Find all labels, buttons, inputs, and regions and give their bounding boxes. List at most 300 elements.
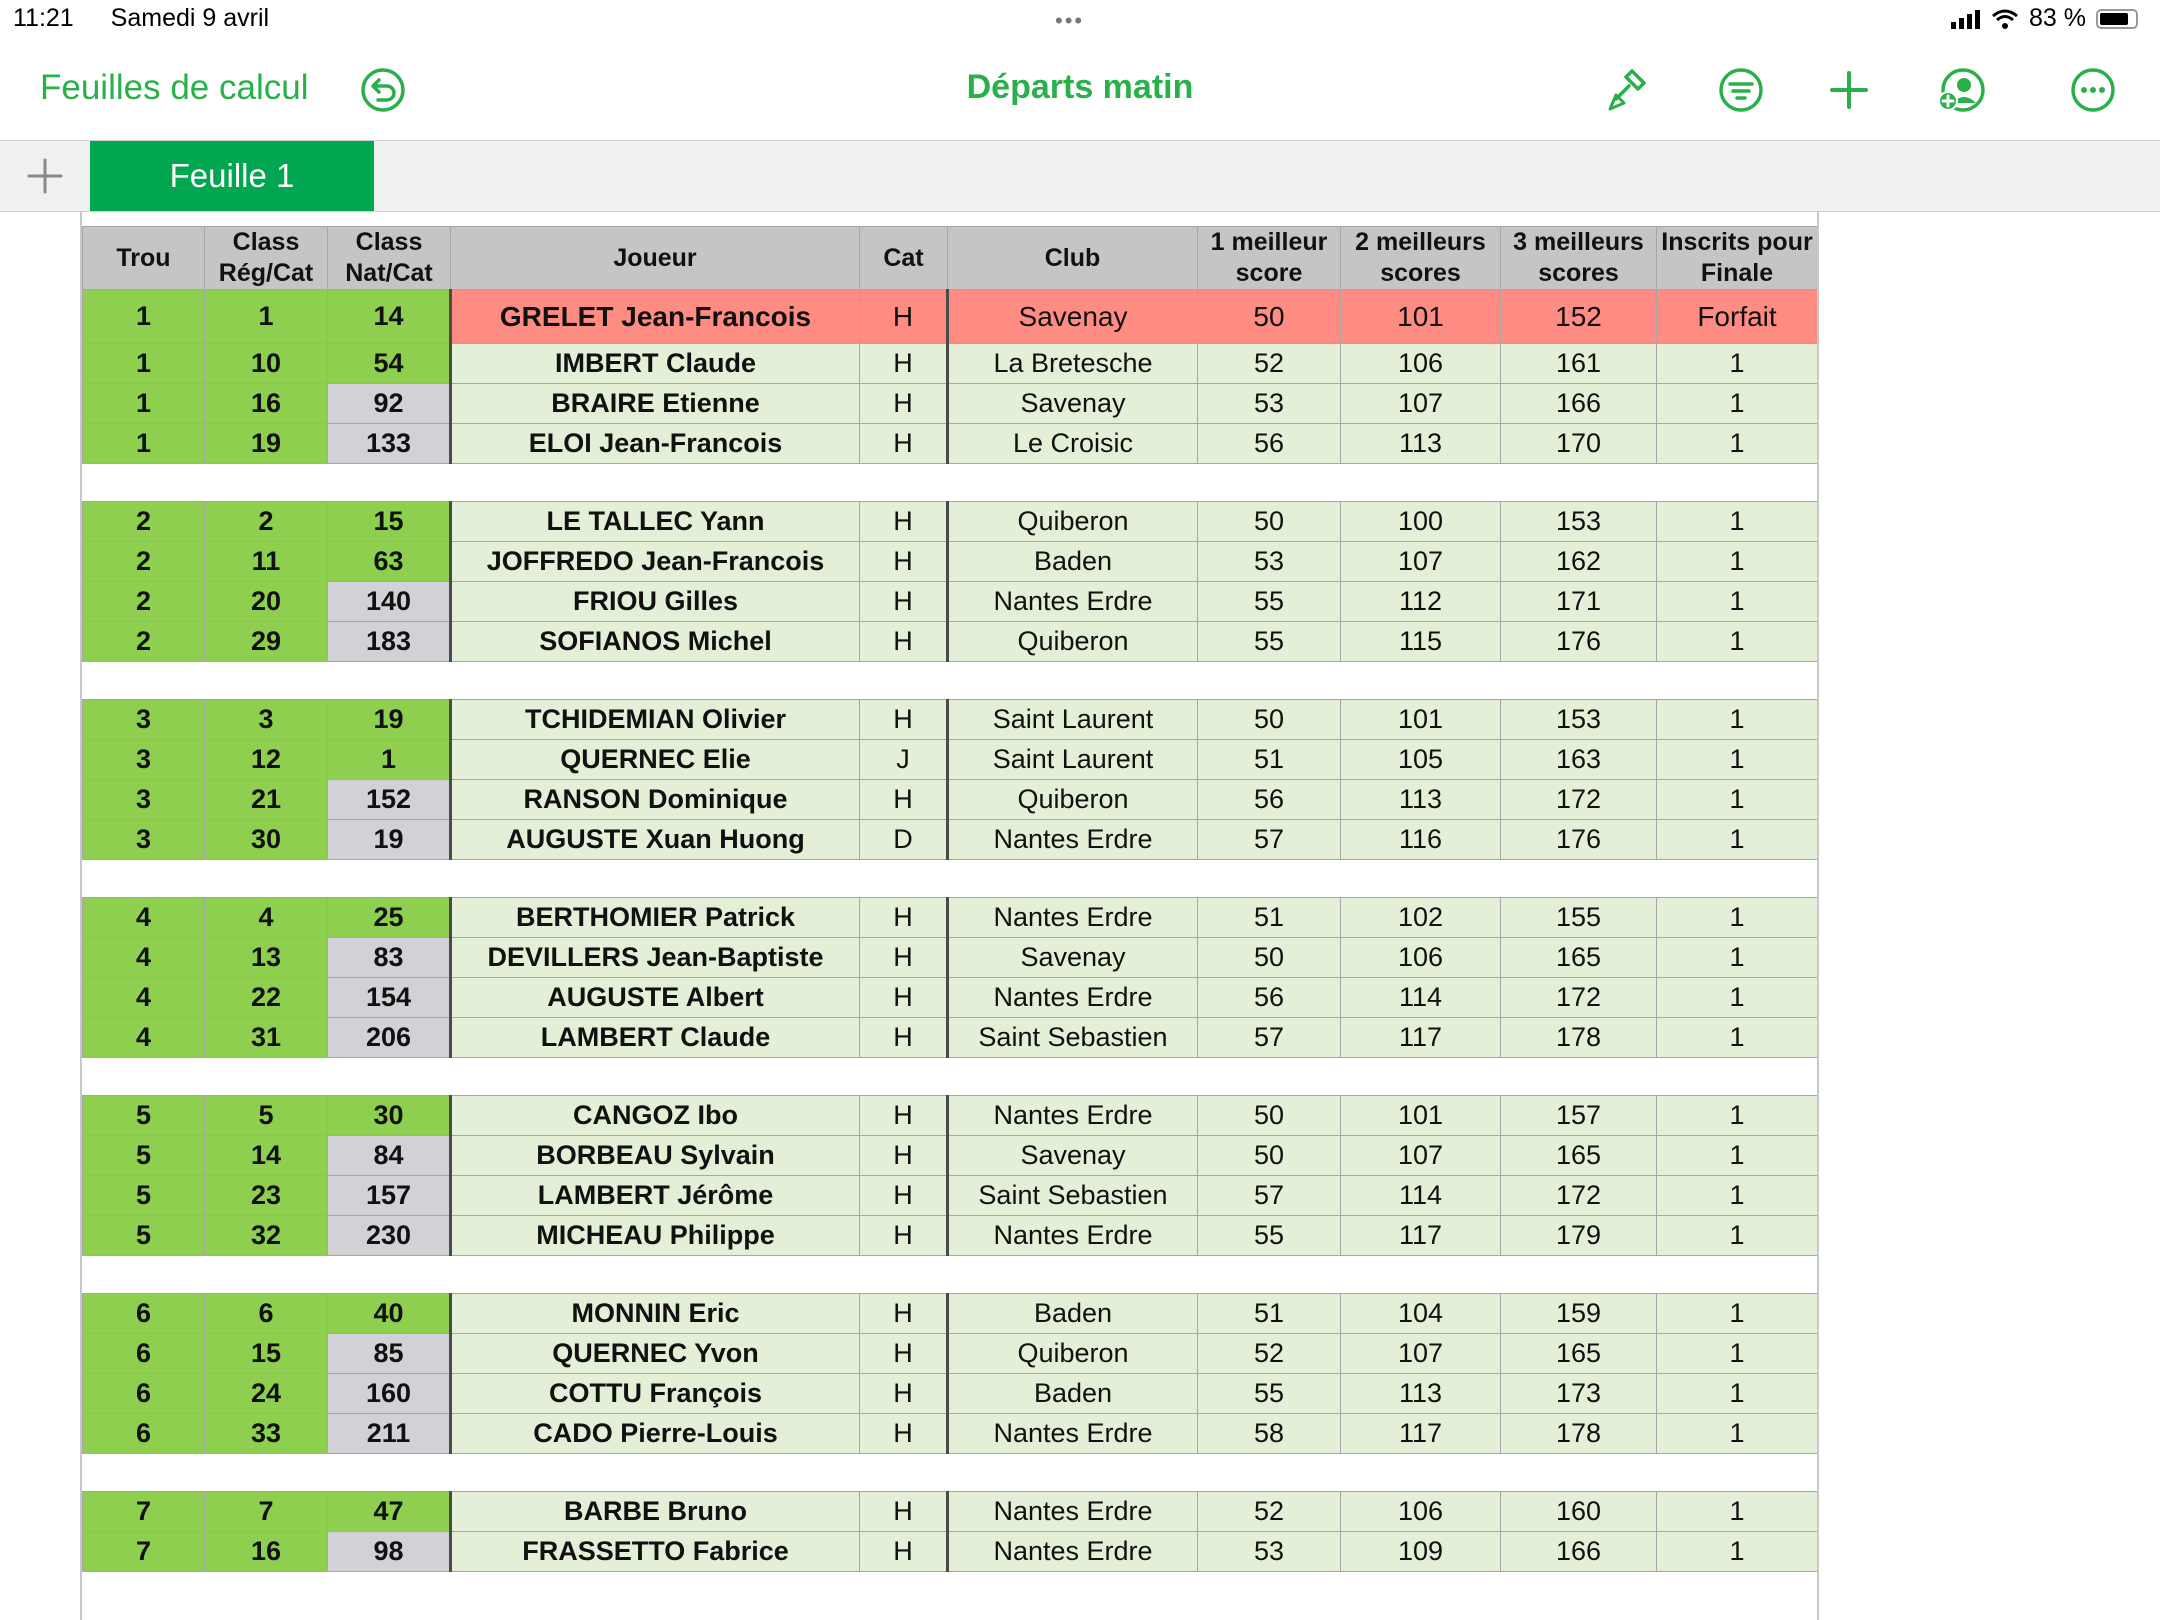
cell-class-nat[interactable]: 15 (328, 502, 451, 542)
header-best-1[interactable]: 1 meilleur score (1198, 227, 1341, 290)
cell-joueur[interactable]: CANGOZ Ibo (451, 1096, 860, 1136)
cell-cat[interactable]: H (860, 938, 948, 978)
cell-class-reg[interactable]: 6 (205, 1294, 328, 1334)
cell-class-nat[interactable]: 206 (328, 1018, 451, 1058)
cell-club[interactable]: Quiberon (948, 780, 1198, 820)
cell-cat[interactable]: H (860, 1334, 948, 1374)
cell-best-2[interactable]: 113 (1341, 1374, 1501, 1414)
cell-cat[interactable]: H (860, 582, 948, 622)
cell-class-nat[interactable]: 84 (328, 1136, 451, 1176)
cell-cat[interactable]: H (860, 1018, 948, 1058)
cell-best-3[interactable]: 176 (1501, 820, 1657, 860)
cell-cat[interactable]: H (860, 502, 948, 542)
cell-best-3[interactable]: 163 (1501, 740, 1657, 780)
back-to-spreadsheets-button[interactable]: Feuilles de calcul (40, 68, 309, 107)
cell-cat[interactable]: J (860, 740, 948, 780)
cell-best-2[interactable]: 100 (1341, 502, 1501, 542)
cell-trou[interactable]: 4 (83, 938, 205, 978)
cell-joueur[interactable]: TCHIDEMIAN Olivier (451, 700, 860, 740)
cell-class-reg[interactable]: 13 (205, 938, 328, 978)
cell-best-1[interactable]: 52 (1198, 1334, 1341, 1374)
cell-best-1[interactable]: 55 (1198, 1374, 1341, 1414)
cell-best-3[interactable]: 152 (1501, 290, 1657, 344)
cell-best-2[interactable]: 107 (1341, 1136, 1501, 1176)
cell-best-1[interactable]: 51 (1198, 740, 1341, 780)
cell-cat[interactable]: H (860, 344, 948, 384)
cell-class-nat[interactable]: 30 (328, 1096, 451, 1136)
cell-cat[interactable]: H (860, 1374, 948, 1414)
cell-cat[interactable]: D (860, 820, 948, 860)
cell-joueur[interactable]: LAMBERT Jérôme (451, 1176, 860, 1216)
cell-cat[interactable]: H (860, 1414, 948, 1454)
cell-joueur[interactable]: CADO Pierre-Louis (451, 1414, 860, 1454)
cell-class-nat[interactable]: 19 (328, 820, 451, 860)
cell-cat[interactable]: H (860, 290, 948, 344)
cell-club[interactable]: Nantes Erdre (948, 820, 1198, 860)
cell-best-1[interactable]: 53 (1198, 1532, 1341, 1572)
cell-club[interactable]: Saint Sebastien (948, 1176, 1198, 1216)
cell-cat[interactable]: H (860, 1136, 948, 1176)
cell-joueur[interactable]: FRASSETTO Fabrice (451, 1532, 860, 1572)
cell-joueur[interactable]: BORBEAU Sylvain (451, 1136, 860, 1176)
cell-best-2[interactable]: 101 (1341, 290, 1501, 344)
cell-class-reg[interactable]: 20 (205, 582, 328, 622)
paintbrush-icon[interactable] (1602, 65, 1652, 115)
cell-cat[interactable]: H (860, 622, 948, 662)
cell-club[interactable]: Baden (948, 542, 1198, 582)
cell-best-3[interactable]: 178 (1501, 1018, 1657, 1058)
cell-class-nat[interactable]: 25 (328, 898, 451, 938)
spacer-cell[interactable] (83, 1256, 1818, 1294)
cell-cat[interactable]: H (860, 1492, 948, 1532)
cell-finale[interactable]: 1 (1657, 1334, 1818, 1374)
cell-club[interactable]: Baden (948, 1294, 1198, 1334)
cell-club[interactable]: Nantes Erdre (948, 1492, 1198, 1532)
cell-class-nat[interactable]: 63 (328, 542, 451, 582)
table-row (83, 1414, 1818, 1454)
cell-club[interactable]: Quiberon (948, 502, 1198, 542)
tab-feuille-1[interactable]: Feuille 1 (90, 141, 374, 211)
spacer-cell[interactable] (83, 464, 1818, 502)
cell-cat[interactable]: H (860, 1216, 948, 1256)
cell-best-3[interactable]: 179 (1501, 1216, 1657, 1256)
cell-best-3[interactable]: 166 (1501, 1532, 1657, 1572)
cell-best-1[interactable]: 56 (1198, 424, 1341, 464)
cell-club[interactable]: Nantes Erdre (948, 898, 1198, 938)
cell-trou[interactable]: 7 (83, 1492, 205, 1532)
cell-finale[interactable]: 1 (1657, 1136, 1818, 1176)
cell-trou[interactable]: 3 (83, 740, 205, 780)
cell-joueur[interactable]: MICHEAU Philippe (451, 1216, 860, 1256)
cell-best-1[interactable]: 52 (1198, 344, 1341, 384)
add-sheet-icon[interactable] (20, 156, 70, 196)
collaborate-icon[interactable] (1936, 65, 1986, 115)
cell-best-2[interactable]: 109 (1341, 1532, 1501, 1572)
cell-class-reg[interactable]: 21 (205, 780, 328, 820)
cell-class-reg[interactable]: 23 (205, 1176, 328, 1216)
cell-trou[interactable]: 1 (83, 344, 205, 384)
cell-best-1[interactable]: 50 (1198, 700, 1341, 740)
cell-finale[interactable]: 1 (1657, 1374, 1818, 1414)
cell-class-nat[interactable]: 85 (328, 1334, 451, 1374)
cell-cat[interactable]: H (860, 1294, 948, 1334)
cell-class-nat[interactable]: 54 (328, 344, 451, 384)
cell-trou[interactable]: 3 (83, 700, 205, 740)
cell-best-2[interactable]: 114 (1341, 1176, 1501, 1216)
cell-class-nat[interactable]: 160 (328, 1374, 451, 1414)
cell-joueur[interactable]: BRAIRE Etienne (451, 384, 860, 424)
cell-finale[interactable]: 1 (1657, 1414, 1818, 1454)
header-joueur[interactable]: Joueur (451, 227, 860, 290)
cell-trou[interactable]: 5 (83, 1096, 205, 1136)
cell-class-nat[interactable]: 98 (328, 1532, 451, 1572)
cell-joueur[interactable]: LE TALLEC Yann (451, 502, 860, 542)
cell-trou[interactable]: 2 (83, 622, 205, 662)
header-class-reg[interactable]: Class Rég/Cat (205, 227, 328, 290)
cell-class-reg[interactable]: 30 (205, 820, 328, 860)
cell-finale[interactable]: 1 (1657, 1176, 1818, 1216)
cell-trou[interactable]: 4 (83, 898, 205, 938)
cell-best-3[interactable]: 171 (1501, 582, 1657, 622)
cell-trou[interactable]: 5 (83, 1216, 205, 1256)
cell-best-1[interactable]: 58 (1198, 1414, 1341, 1454)
cell-best-2[interactable]: 113 (1341, 424, 1501, 464)
cell-class-reg[interactable]: 4 (205, 898, 328, 938)
cell-best-2[interactable]: 104 (1341, 1294, 1501, 1334)
cell-best-1[interactable]: 53 (1198, 384, 1341, 424)
table-row (83, 1018, 1818, 1058)
cell-finale[interactable]: 1 (1657, 978, 1818, 1018)
header-best-2[interactable]: 2 meilleurs scores (1341, 227, 1501, 290)
cell-best-3[interactable]: 160 (1501, 1492, 1657, 1532)
cell-best-3[interactable]: 172 (1501, 1176, 1657, 1216)
cell-finale[interactable]: 1 (1657, 1492, 1818, 1532)
cell-finale[interactable]: 1 (1657, 898, 1818, 938)
cell-class-reg[interactable]: 16 (205, 1532, 328, 1572)
cell-finale[interactable]: 1 (1657, 1216, 1818, 1256)
cell-class-reg[interactable]: 33 (205, 1414, 328, 1454)
group-spacer-row (83, 464, 1818, 502)
cell-joueur[interactable]: RANSON Dominique (451, 780, 860, 820)
cell-finale[interactable]: 1 (1657, 700, 1818, 740)
cell-best-1[interactable]: 51 (1198, 898, 1341, 938)
cell-joueur[interactable]: AUGUSTE Xuan Huong (451, 820, 860, 860)
cell-best-2[interactable]: 101 (1341, 1096, 1501, 1136)
cell-joueur[interactable]: AUGUSTE Albert (451, 978, 860, 1018)
cell-trou[interactable]: 4 (83, 978, 205, 1018)
cell-best-1[interactable]: 56 (1198, 978, 1341, 1018)
cell-joueur[interactable]: FRIOU Gilles (451, 582, 860, 622)
cell-finale[interactable]: 1 (1657, 780, 1818, 820)
cell-best-3[interactable]: 165 (1501, 1334, 1657, 1374)
cell-best-2[interactable]: 107 (1341, 384, 1501, 424)
header-trou[interactable]: Trou (83, 227, 205, 290)
cell-best-1[interactable]: 57 (1198, 1018, 1341, 1058)
cell-class-reg[interactable]: 12 (205, 740, 328, 780)
cell-class-nat[interactable]: 230 (328, 1216, 451, 1256)
cell-class-nat[interactable]: 133 (328, 424, 451, 464)
cell-trou[interactable]: 7 (83, 1532, 205, 1572)
group-spacer-row (83, 1454, 1818, 1492)
cell-trou[interactable]: 1 (83, 290, 205, 344)
cell-club[interactable]: Quiberon (948, 622, 1198, 662)
cellular-signal-icon (1951, 9, 1981, 29)
cell-best-2[interactable]: 117 (1341, 1414, 1501, 1454)
cell-class-nat[interactable]: 47 (328, 1492, 451, 1532)
cell-joueur[interactable]: IMBERT Claude (451, 344, 860, 384)
cell-class-nat[interactable]: 40 (328, 1294, 451, 1334)
cell-trou[interactable]: 3 (83, 780, 205, 820)
cell-cat[interactable]: H (860, 780, 948, 820)
cell-joueur[interactable]: DEVILLERS Jean-Baptiste (451, 938, 860, 978)
cell-class-reg[interactable]: 11 (205, 542, 328, 582)
cell-class-nat[interactable]: 1 (328, 740, 451, 780)
cell-best-3[interactable]: 161 (1501, 344, 1657, 384)
cell-best-1[interactable]: 50 (1198, 1136, 1341, 1176)
cell-best-3[interactable]: 172 (1501, 978, 1657, 1018)
header-finale[interactable]: Inscrits pour Finale (1657, 227, 1818, 290)
cell-best-1[interactable]: 55 (1198, 582, 1341, 622)
cell-finale[interactable]: 1 (1657, 740, 1818, 780)
cell-trou[interactable]: 2 (83, 542, 205, 582)
cell-joueur[interactable]: COTTU François (451, 1374, 860, 1414)
cell-class-reg[interactable]: 3 (205, 700, 328, 740)
cell-best-1[interactable]: 52 (1198, 1492, 1341, 1532)
header-class-nat[interactable]: Class Nat/Cat (328, 227, 451, 290)
cell-club[interactable]: Savenay (948, 938, 1198, 978)
cell-best-3[interactable]: 162 (1501, 542, 1657, 582)
cell-best-2[interactable]: 117 (1341, 1216, 1501, 1256)
cell-club[interactable]: Nantes Erdre (948, 1414, 1198, 1454)
cell-best-3[interactable]: 170 (1501, 424, 1657, 464)
cell-cat[interactable]: H (860, 978, 948, 1018)
cell-best-1[interactable]: 56 (1198, 780, 1341, 820)
cell-trou[interactable]: 6 (83, 1374, 205, 1414)
cell-club[interactable]: La Bretesche (948, 344, 1198, 384)
cell-trou[interactable]: 6 (83, 1334, 205, 1374)
cell-finale[interactable]: Forfait (1657, 290, 1818, 344)
header-club[interactable]: Club (948, 227, 1198, 290)
spacer-cell[interactable] (83, 860, 1818, 898)
cell-trou[interactable]: 2 (83, 502, 205, 542)
cell-club[interactable]: Le Croisic (948, 424, 1198, 464)
cell-trou[interactable]: 1 (83, 424, 205, 464)
cell-joueur[interactable]: ELOI Jean-Francois (451, 424, 860, 464)
cell-best-3[interactable]: 153 (1501, 502, 1657, 542)
cell-best-1[interactable]: 50 (1198, 290, 1341, 344)
header-cat[interactable]: Cat (860, 227, 948, 290)
toolbar (0, 40, 2160, 142)
cell-best-2[interactable]: 107 (1341, 1334, 1501, 1374)
cell-finale[interactable]: 1 (1657, 820, 1818, 860)
cell-club[interactable]: Nantes Erdre (948, 1532, 1198, 1572)
cell-cat[interactable]: H (860, 1176, 948, 1216)
cell-best-3[interactable]: 159 (1501, 1294, 1657, 1334)
cell-class-reg[interactable]: 19 (205, 424, 328, 464)
cell-trou[interactable]: 5 (83, 1176, 205, 1216)
cell-best-1[interactable]: 51 (1198, 1294, 1341, 1334)
cell-best-1[interactable]: 53 (1198, 542, 1341, 582)
cell-club[interactable]: Saint Laurent (948, 740, 1198, 780)
cell-class-reg[interactable]: 31 (205, 1018, 328, 1058)
cell-finale[interactable]: 1 (1657, 1294, 1818, 1334)
spacer-cell[interactable] (83, 1454, 1818, 1492)
cell-class-reg[interactable]: 2 (205, 502, 328, 542)
cell-finale[interactable]: 1 (1657, 938, 1818, 978)
cell-class-reg[interactable]: 7 (205, 1492, 328, 1532)
cell-class-nat[interactable]: 83 (328, 938, 451, 978)
more-icon[interactable] (2068, 65, 2118, 115)
cell-finale[interactable]: 1 (1657, 1018, 1818, 1058)
cell-best-1[interactable]: 55 (1198, 622, 1341, 662)
cell-best-2[interactable]: 106 (1341, 344, 1501, 384)
cell-best-3[interactable]: 178 (1501, 1414, 1657, 1454)
cell-class-reg[interactable]: 15 (205, 1334, 328, 1374)
cell-best-1[interactable]: 57 (1198, 1176, 1341, 1216)
cell-club[interactable]: Savenay (948, 384, 1198, 424)
table-row (83, 290, 1818, 344)
organize-icon[interactable] (1716, 65, 1766, 115)
table-row (83, 1532, 1818, 1572)
cell-best-2[interactable]: 114 (1341, 978, 1501, 1018)
cell-class-nat[interactable]: 183 (328, 622, 451, 662)
cell-class-reg[interactable]: 29 (205, 622, 328, 662)
header-best-3[interactable]: 3 meilleurs scores (1501, 227, 1657, 290)
cell-best-2[interactable]: 105 (1341, 740, 1501, 780)
cell-best-2[interactable]: 106 (1341, 938, 1501, 978)
cell-best-1[interactable]: 50 (1198, 1096, 1341, 1136)
cell-club[interactable]: Savenay (948, 1136, 1198, 1176)
cell-best-1[interactable]: 50 (1198, 502, 1341, 542)
cell-best-2[interactable]: 117 (1341, 1018, 1501, 1058)
spacer-cell[interactable] (83, 662, 1818, 700)
cell-best-3[interactable]: 165 (1501, 1136, 1657, 1176)
cell-best-3[interactable]: 173 (1501, 1374, 1657, 1414)
cell-finale[interactable]: 1 (1657, 582, 1818, 622)
cell-best-1[interactable]: 50 (1198, 938, 1341, 978)
cell-class-reg[interactable]: 16 (205, 384, 328, 424)
cell-best-1[interactable]: 55 (1198, 1216, 1341, 1256)
cell-finale[interactable]: 1 (1657, 1532, 1818, 1572)
cell-finale[interactable]: 1 (1657, 622, 1818, 662)
cell-cat[interactable]: H (860, 1532, 948, 1572)
cell-best-2[interactable]: 113 (1341, 780, 1501, 820)
cell-finale[interactable]: 1 (1657, 424, 1818, 464)
cell-best-3[interactable]: 155 (1501, 898, 1657, 938)
cell-best-3[interactable]: 153 (1501, 700, 1657, 740)
cell-trou[interactable]: 2 (83, 582, 205, 622)
table-row (83, 1294, 1818, 1334)
cell-class-nat[interactable]: 157 (328, 1176, 451, 1216)
cell-trou[interactable]: 5 (83, 1136, 205, 1176)
cell-class-reg[interactable]: 24 (205, 1374, 328, 1414)
cell-best-2[interactable]: 115 (1341, 622, 1501, 662)
cell-best-2[interactable]: 106 (1341, 1492, 1501, 1532)
cell-best-1[interactable]: 57 (1198, 820, 1341, 860)
spacer-cell[interactable] (83, 1058, 1818, 1096)
cell-finale[interactable]: 1 (1657, 1096, 1818, 1136)
cell-club[interactable]: Saint Laurent (948, 700, 1198, 740)
cell-club[interactable]: Nantes Erdre (948, 1216, 1198, 1256)
cell-finale[interactable]: 1 (1657, 502, 1818, 542)
cell-class-nat[interactable]: 19 (328, 700, 451, 740)
multitasking-dots[interactable]: ••• (1055, 8, 1085, 33)
cell-trou[interactable]: 1 (83, 384, 205, 424)
cell-cat[interactable]: H (860, 384, 948, 424)
table-row (83, 1136, 1818, 1176)
cell-class-reg[interactable]: 22 (205, 978, 328, 1018)
cell-best-3[interactable]: 172 (1501, 780, 1657, 820)
cell-finale[interactable]: 1 (1657, 344, 1818, 384)
cell-cat[interactable]: H (860, 1096, 948, 1136)
table-row (83, 1176, 1818, 1216)
cell-class-nat[interactable]: 211 (328, 1414, 451, 1454)
battery-icon (2096, 9, 2138, 29)
cell-club[interactable]: Saint Sebastien (948, 1018, 1198, 1058)
cell-joueur[interactable]: QUERNEC Elie (451, 740, 860, 780)
cell-best-3[interactable]: 157 (1501, 1096, 1657, 1136)
cell-best-2[interactable]: 107 (1341, 542, 1501, 582)
cell-joueur[interactable]: GRELET Jean-Francois (451, 290, 860, 344)
cell-class-reg[interactable]: 14 (205, 1136, 328, 1176)
cell-cat[interactable]: H (860, 898, 948, 938)
cell-best-2[interactable]: 101 (1341, 700, 1501, 740)
cell-joueur[interactable]: LAMBERT Claude (451, 1018, 860, 1058)
table-row (83, 700, 1818, 740)
cell-club[interactable]: Nantes Erdre (948, 582, 1198, 622)
cell-class-reg[interactable]: 32 (205, 1216, 328, 1256)
cell-club[interactable]: Quiberon (948, 1334, 1198, 1374)
cell-class-reg[interactable]: 10 (205, 344, 328, 384)
cell-finale[interactable]: 1 (1657, 542, 1818, 582)
cell-club[interactable]: Nantes Erdre (948, 978, 1198, 1018)
cell-class-nat[interactable]: 14 (328, 290, 451, 344)
cell-class-nat[interactable]: 92 (328, 384, 451, 424)
cell-joueur[interactable]: MONNIN Eric (451, 1294, 860, 1334)
cell-class-reg[interactable]: 1 (205, 290, 328, 344)
cell-joueur[interactable]: BARBE Bruno (451, 1492, 860, 1532)
cell-club[interactable]: Baden (948, 1374, 1198, 1414)
cell-cat[interactable]: H (860, 700, 948, 740)
cell-club[interactable]: Savenay (948, 290, 1198, 344)
cell-class-reg[interactable]: 5 (205, 1096, 328, 1136)
cell-cat[interactable]: H (860, 424, 948, 464)
undo-icon[interactable] (358, 65, 408, 115)
cell-best-2[interactable]: 112 (1341, 582, 1501, 622)
cell-class-nat[interactable]: 140 (328, 582, 451, 622)
cell-best-3[interactable]: 176 (1501, 622, 1657, 662)
cell-joueur[interactable]: BERTHOMIER Patrick (451, 898, 860, 938)
cell-trou[interactable]: 6 (83, 1294, 205, 1334)
cell-trou[interactable]: 6 (83, 1414, 205, 1454)
add-icon[interactable] (1824, 65, 1874, 115)
cell-class-nat[interactable]: 152 (328, 780, 451, 820)
cell-best-2[interactable]: 102 (1341, 898, 1501, 938)
cell-finale[interactable]: 1 (1657, 384, 1818, 424)
cell-best-2[interactable]: 116 (1341, 820, 1501, 860)
spreadsheet-canvas[interactable] (80, 212, 1819, 1620)
cell-joueur[interactable]: QUERNEC Yvon (451, 1334, 860, 1374)
cell-cat[interactable]: H (860, 542, 948, 582)
cell-best-3[interactable]: 166 (1501, 384, 1657, 424)
cell-trou[interactable]: 3 (83, 820, 205, 860)
cell-trou[interactable]: 4 (83, 1018, 205, 1058)
cell-club[interactable]: Nantes Erdre (948, 1096, 1198, 1136)
cell-joueur[interactable]: JOFFREDO Jean-Francois (451, 542, 860, 582)
cell-class-nat[interactable]: 154 (328, 978, 451, 1018)
cell-joueur[interactable]: SOFIANOS Michel (451, 622, 860, 662)
cell-best-3[interactable]: 165 (1501, 938, 1657, 978)
